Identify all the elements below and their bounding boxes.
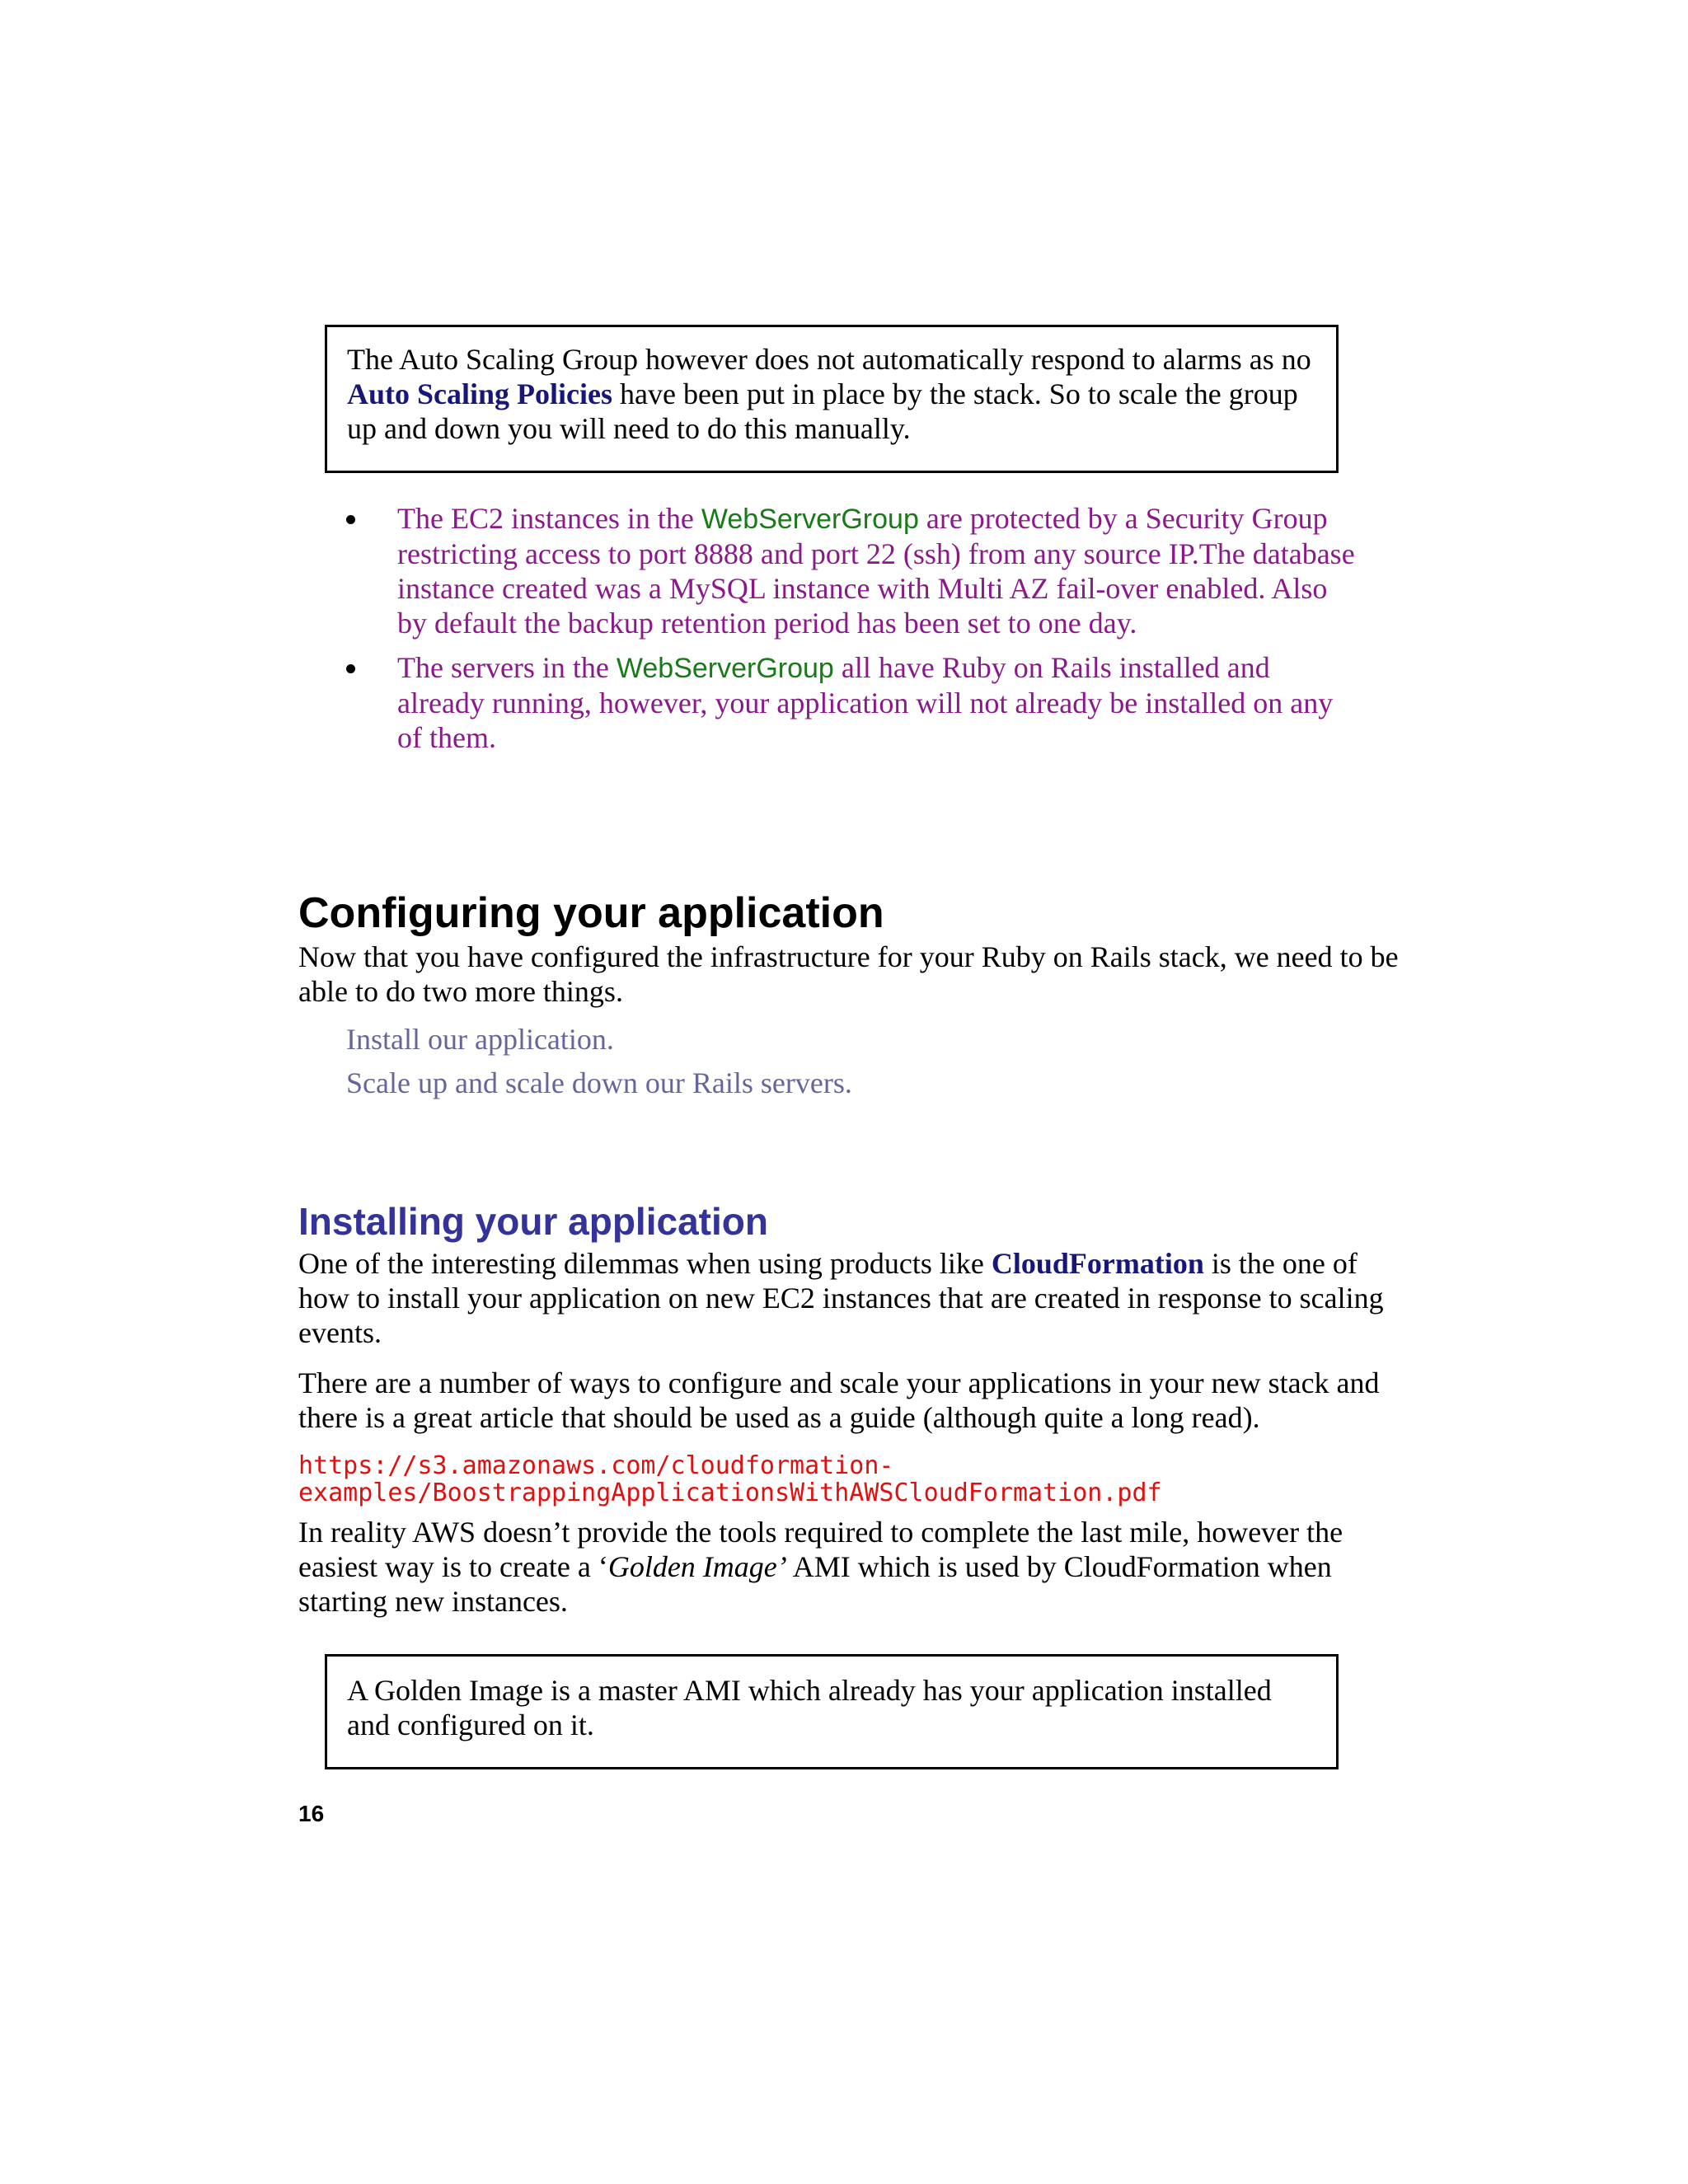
installing-paragraph-2: There are a number of ways to configure and scale your applications in your new stack and there is a great article that should be used as a guide (although quite a long read). — [298, 1366, 1380, 1434]
golden-image-term: Golden Image’ — [607, 1550, 787, 1583]
bullet-text-continued: are protected by a Security Group restricting access to port 8888 and port 22 (ssh) from any source IP.The database instance created was a MySQL instance with Multi AZ fail-over enabled. Also by default the backup retention period has been set to one day. — [397, 502, 1355, 640]
paragraph-text: One of the interesting dilemmas when using products like — [298, 1247, 984, 1280]
section-heading-configuring: Configuring your application — [298, 889, 884, 937]
article-url-link[interactable] — [298, 1452, 1162, 1507]
url-line-2[interactable]: examples/BoostrappingApplicationsWithAWSCloudFormation.pdf — [298, 1479, 1162, 1507]
paragraph-text-continued: AMI which is used by CloudFormation when starting new instances. — [298, 1550, 1332, 1618]
bullet-text: The servers in the — [397, 651, 609, 684]
list-item: Scale up and scale down our Rails servers. — [346, 1066, 852, 1099]
bullet-text-continued: all have Ruby on Rails installed and already running, however, your application will not already be installed on any of them. — [397, 651, 1334, 754]
bullet-icon — [346, 664, 355, 673]
bullet-list — [346, 501, 1360, 765]
note-text-continued: have been put in place by the stack. So to scale the group up and down you will need to do this manually. — [347, 377, 1298, 445]
list-item — [346, 501, 1360, 640]
web-server-group-term: WebServerGroup — [701, 504, 919, 535]
page-number: 16 — [298, 1801, 325, 1826]
note-box-auto-scaling — [325, 325, 1339, 473]
bullet-text: The EC2 instances in the — [397, 502, 694, 535]
installing-paragraph-1 — [298, 1246, 1403, 1350]
url-line-1[interactable]: https://s3.amazonaws.com/cloudformation- — [298, 1451, 894, 1480]
list-item: Install our application. — [346, 1023, 614, 1056]
cloudformation-term: CloudFormation — [991, 1247, 1204, 1280]
note-text: A Golden Image is a master AMI which already has your application installed and configured on it. — [347, 1674, 1272, 1741]
paragraph-text-continued: is the one of how to install your application on new EC2 instances that are created in response to scaling events. — [298, 1247, 1384, 1349]
installing-paragraph-3 — [298, 1515, 1403, 1619]
auto-scaling-policies-term: Auto Scaling Policies — [347, 377, 612, 410]
note-box-golden-image — [325, 1654, 1339, 1769]
bullet-icon — [346, 515, 355, 524]
list-item — [346, 650, 1360, 755]
section-heading-installing: Installing your application — [298, 1200, 768, 1243]
configuring-intro: Now that you have configured the infrastructure for your Ruby on Rails stack, we need to be able to do two more things. — [298, 940, 1399, 1008]
web-server-group-term: WebServerGroup — [616, 653, 834, 684]
paragraph-text: In reality AWS doesn’t provide the tools required to complete the last mile, however the easiest way is to create a ‘ — [298, 1516, 1343, 1583]
note-text: The Auto Scaling Group however does not automatically respond to alarms as no — [347, 343, 1311, 376]
steps-list — [346, 1022, 852, 1109]
